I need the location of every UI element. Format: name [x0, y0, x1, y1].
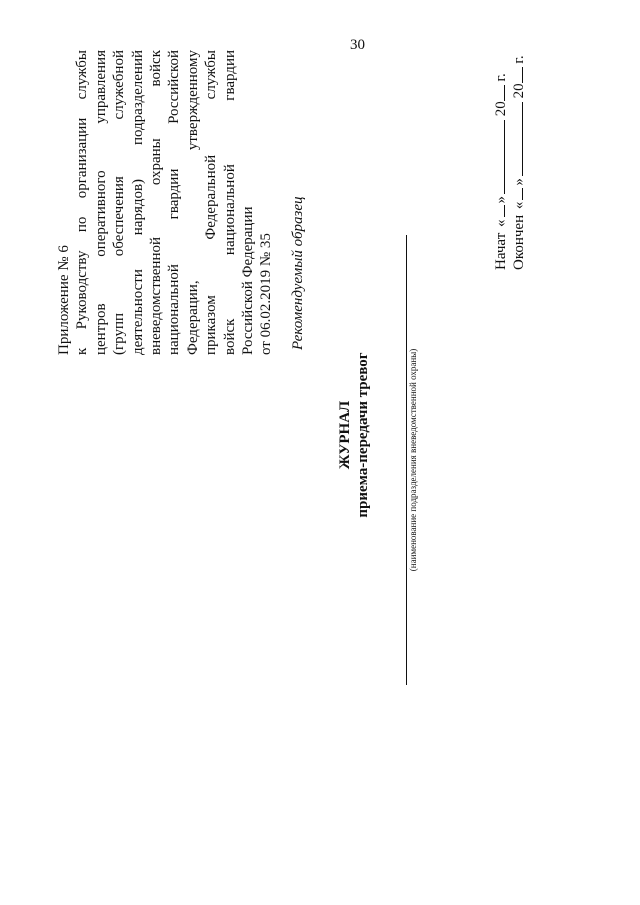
appendix-line: деятельности нарядов) подразделений [129, 50, 146, 355]
start-date-row [492, 55, 510, 270]
year-prefix: 20 [493, 101, 509, 117]
appendix-line: национальной гвардии Российской [166, 50, 183, 355]
journal-title-block [336, 285, 372, 585]
unit-name-caption: (наименование подразделения вневедомственной охраны) [408, 348, 418, 572]
end-year-blank[interactable] [510, 67, 523, 83]
appendix-line: центров оперативного управления [92, 50, 109, 355]
journal-subtitle: приема-передачи тревог [355, 352, 371, 518]
appendix-block [55, 50, 276, 355]
end-label: Окончен [511, 214, 527, 270]
appendix-line: войск национальной гвардии [221, 50, 238, 355]
start-label: Начат [493, 232, 509, 270]
end-date-row [510, 55, 528, 270]
start-day-blank[interactable] [492, 205, 505, 217]
quote-close: » [511, 178, 527, 186]
appendix-line: приказом Федеральной службы [203, 50, 220, 355]
year-suffix: г. [511, 55, 527, 64]
appendix-line: вневедомственной охраны войск [148, 50, 165, 355]
year-prefix: 20 [511, 83, 527, 99]
year-suffix: г. [493, 73, 509, 82]
journal-title: ЖУРНАЛ [337, 400, 353, 470]
quote-open: « [493, 219, 509, 227]
appendix-line: от 06.02.2019 № 35 [258, 233, 275, 355]
page-number: 30 [350, 37, 365, 53]
quote-open: « [511, 201, 527, 210]
start-month-blank[interactable] [492, 120, 505, 194]
appendix-line: Приложение № 6 [56, 245, 72, 355]
sample-label: Рекомендуемый образец [290, 196, 306, 350]
start-year-blank[interactable] [492, 85, 505, 101]
end-month-blank[interactable] [510, 102, 523, 176]
appendix-line: Российской Федерации [240, 206, 257, 355]
end-day-blank[interactable] [510, 188, 523, 200]
quote-close: » [493, 195, 509, 204]
unit-name-line [406, 235, 407, 685]
appendix-line: к Руководству по организации службы [74, 50, 91, 355]
journal-dates [492, 55, 528, 270]
appendix-line: Федерации, утвержденному [184, 50, 201, 355]
appendix-line: (групп обеспечения служебной [111, 50, 128, 355]
